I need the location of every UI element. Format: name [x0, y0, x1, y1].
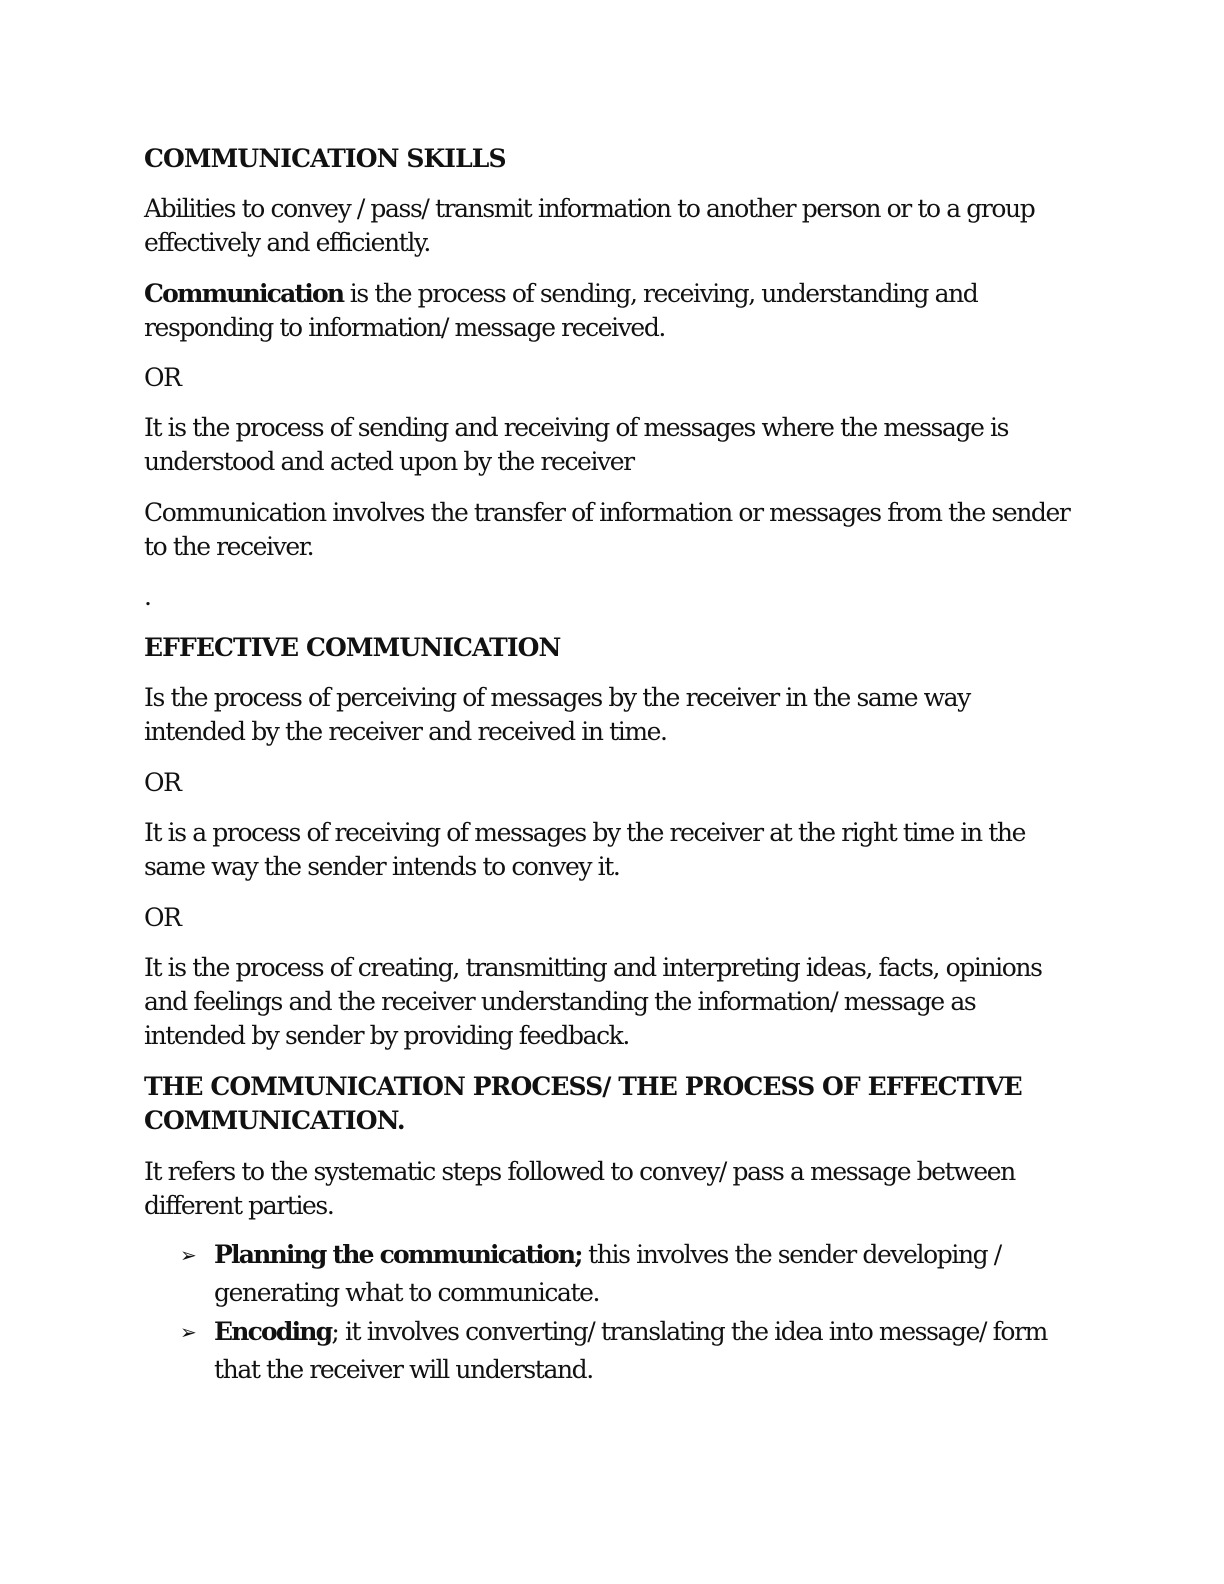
- term-communication: Communication: [144, 279, 344, 308]
- section-heading-effective-communication: EFFECTIVE COMMUNICATION: [144, 633, 561, 662]
- paragraph-creating-transmitting: It is the process of creating, transmitting and interpreting ideas, facts, opinions and feelings and the receiver understanding the information/ message as intended by sender by providing feedback.: [144, 953, 1042, 1050]
- paragraph-or-1: OR: [144, 363, 181, 392]
- definition-text: is the process of sending, receiving, understanding and responding to information/ message received.: [144, 279, 978, 342]
- term-planning: Planning the communication;: [214, 1240, 582, 1269]
- paragraph-right-time: It is a process of receiving of messages by the receiver at the right time in the same way the sender intends to convey it.: [144, 818, 1025, 881]
- paragraph-or-3: OR: [144, 903, 181, 932]
- section-heading-communication-process: THE COMMUNICATION PROCESS/ THE PROCESS OF EFFECTIVE COMMUNICATION.: [144, 1072, 1022, 1135]
- paragraph-abilities: Abilities to convey / pass/ transmit information to another person or to a group effectively and efficiently.: [144, 194, 1035, 257]
- list-item-text: [214, 1236, 1074, 1312]
- section-heading-communication-skills: COMMUNICATION SKILLS: [144, 144, 506, 173]
- list-item-text: [214, 1313, 1074, 1389]
- paragraph-sending-receiving: It is the process of sending and receiving of messages where the message is understood and acted upon by the receiver: [144, 413, 1009, 476]
- paragraph-communication-definition: [144, 277, 1074, 345]
- paragraph-systematic-steps: It refers to the systematic steps followed to convey/ pass a message between different parties.: [144, 1157, 1015, 1220]
- planning-description: this involves the sender developing / generating what to communicate.: [214, 1240, 1001, 1307]
- paragraph-perceiving: Is the process of perceiving of messages by the receiver in the same way intended by the receiver and received in time.: [144, 683, 970, 746]
- paragraph-transfer: Communication involves the transfer of information or messages from the sender to the receiver.: [144, 498, 1070, 561]
- paragraph-dot: .: [144, 582, 151, 611]
- paragraph-or-2: OR: [144, 768, 181, 797]
- arrowhead-bullet-icon: ➢: [180, 1320, 197, 1344]
- encoding-description: ; it involves converting/ translating the idea into message/ form that the receiver will understand.: [214, 1317, 1047, 1384]
- arrowhead-bullet-icon: ➢: [180, 1243, 197, 1267]
- term-encoding: Encoding: [214, 1317, 332, 1346]
